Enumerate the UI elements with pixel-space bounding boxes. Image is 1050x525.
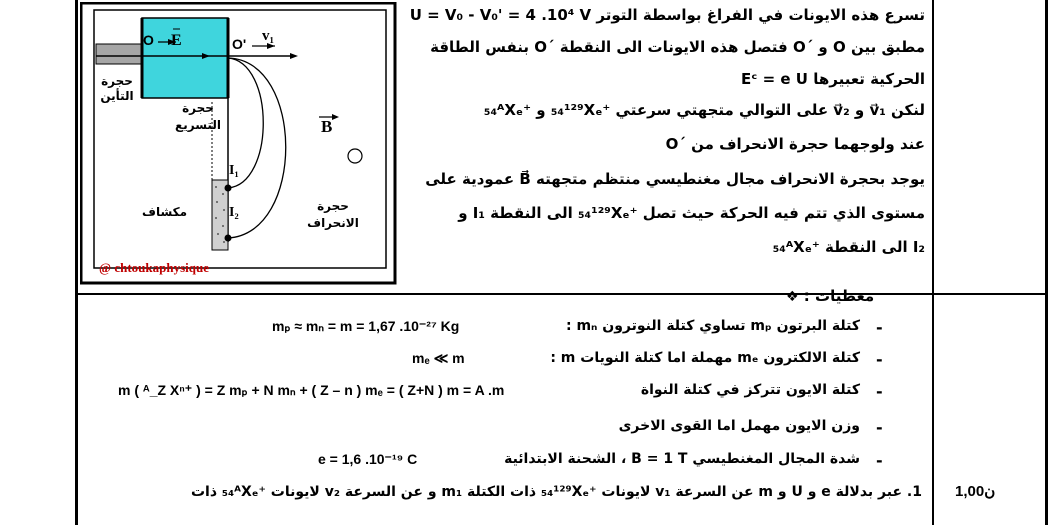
text-line-7: مستوى الذي تتم فيه الحركة حيث تصل ⁺₅₄¹²⁹Xₑ الى النقطة I₁ و (458, 204, 925, 222)
deflection-chamber-line2: الانحراف (307, 216, 359, 230)
text-line-1: تسرع هذه الايونات في الفراغ بواسطة التوتر U = V₀ - V₀' = 4 .10⁴ V (409, 6, 925, 24)
label-o: O (143, 32, 154, 48)
data-item-3-text: كتلة الايون تتركز في كتلة النواة (640, 382, 860, 398)
label-e-field: E (171, 32, 182, 49)
data-item-2-text: كتلة الالكترون mₑ مهملة اما كتلة النويات m : (550, 350, 860, 366)
acceleration-chamber-line2: التسريع (175, 118, 221, 132)
label-i2: I₂ (229, 205, 239, 220)
mass-spectrometer-figure (80, 2, 398, 285)
dash-bullet: - (876, 318, 883, 337)
question-1-text: 1. عبر بدلالة e و U و m عن السرعة v₁ لايونات ⁺₅₄¹²⁹Xₑ ذات الكتلة m₁ و عن السرعة v₂ لايونات ⁺₅₄ᴬXₑ ذات (190, 484, 922, 500)
data-item-5-eq: e = 1,6 .10⁻¹⁹ C (318, 451, 418, 467)
acceleration-chamber-line1: حجرة (182, 101, 214, 115)
dash-bullet: - (876, 382, 883, 401)
data-item-1-eq: mₚ ≈ mₙ = m = 1,67 .10⁻²⁷ Kg (272, 318, 460, 334)
ionization-chamber-line1: حجرة (101, 74, 133, 88)
ionization-chamber-line2: التأين (100, 89, 134, 103)
ionization-chamber-label (95, 74, 139, 104)
deflection-chamber-line1: حجرة (317, 199, 349, 213)
deflection-chamber-label (305, 198, 361, 232)
watermark: @ chtoukaphysique (99, 260, 209, 275)
dash-bullet: - (876, 350, 883, 369)
label-b-field: B (321, 117, 333, 136)
label-o-prime: O' (232, 36, 247, 52)
frame-right-border (1045, 0, 1048, 525)
data-item-2-eq: mₑ ≪ m (412, 350, 465, 366)
text-line-3: الحركية تعبيرها Eᶜ = e U (740, 70, 925, 88)
data-item-5-text: شدة المجال المغنطيسي B = 1 T ، الشحنة الابتدائية (504, 451, 860, 467)
label-v1: v₁ (262, 28, 274, 44)
data-heading (786, 287, 874, 305)
diamond-bullet-icon: ❖ (786, 289, 799, 305)
text-line-5: عند ولوجهما حجرة الانحراف من ´O (665, 135, 925, 153)
frame-mark-column-border (932, 0, 934, 525)
data-item-4-text: وزن الايون مهمل اما القوى الاخرى (618, 418, 860, 434)
acceleration-chamber-label (170, 100, 226, 134)
data-item-1-text: كتلة البرتون mₚ تساوي كتلة النوترون mₙ : (565, 318, 860, 334)
detector-label: مكشاف (142, 205, 188, 219)
dash-bullet: - (876, 418, 883, 437)
text-line-2: مطبق بين O و ´O فتصل هذه الايونات الى النقطة ´O بنفس الطاقة (430, 38, 925, 56)
text-line-4: لنكن v⃗₁ و v⃗₂ على التوالي متجهتي سرعتي ⁺₅₄¹²⁹Xₑ و ⁺₅₄ᴬXₑ (483, 101, 925, 119)
text-line-6: يوجد بحجرة الانحراف مجال مغنطيسي منتظم متجهته B⃗ عمودية على (425, 170, 925, 188)
label-i1: I₁ (229, 163, 239, 178)
frame-left-border (75, 0, 78, 525)
data-heading-text: معطيات : (803, 287, 875, 305)
text-line-8: I₂ الى النقطة ⁺₅₄ᴬXₑ (772, 238, 925, 256)
data-item-3-eq: m ( ᴬ_Z Xⁿ⁺ ) = Z mₚ + N mₙ + ( Z – n ) mₑ = ( Z+N ) m = A .m (118, 382, 505, 398)
frame-bottom-border (75, 293, 1048, 295)
dash-bullet: - (876, 451, 883, 470)
question-mark-score: 1,00ن (955, 483, 996, 500)
